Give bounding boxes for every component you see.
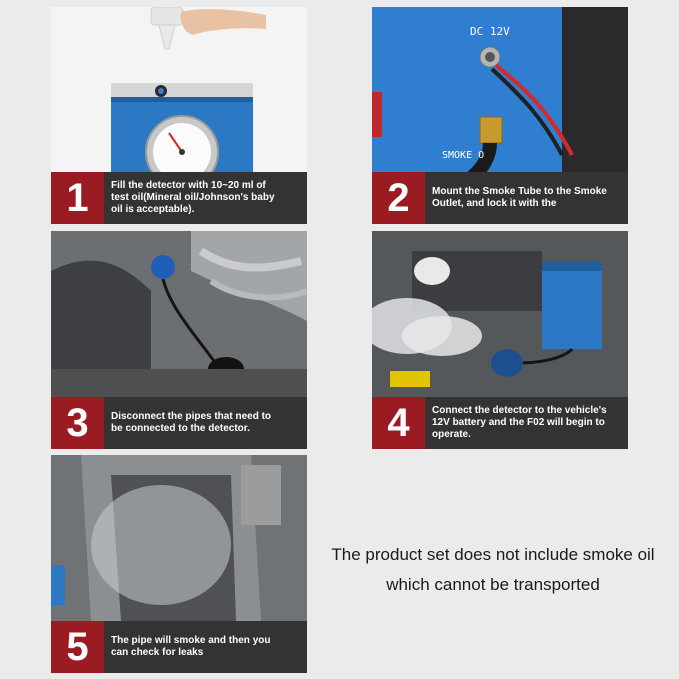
- step-5-photo: [51, 455, 307, 621]
- step-2-caption: [372, 172, 628, 224]
- dc-label: DC 12V: [470, 25, 510, 38]
- step-5-caption: [51, 621, 307, 673]
- step-2-text: Mount the Smoke Tube to the Smoke Outlet, and lock it with the: [432, 186, 607, 209]
- step-card-4: [372, 231, 628, 449]
- step-4-caption: [372, 397, 628, 449]
- step-4-text: Connect the detector to the vehicle's 12V battery and the F02 will begin to operate.: [432, 405, 607, 440]
- notice-line-1: The product set does not include smoke oil: [331, 545, 655, 564]
- notice-line-2: which cannot be transported: [386, 575, 600, 594]
- step-card-3: [51, 231, 307, 449]
- step-4-number: 4: [372, 397, 425, 449]
- step-card-2: [372, 7, 628, 224]
- step-1-number: 1: [51, 172, 104, 224]
- step-1-photo: [51, 7, 307, 177]
- smoke-outlet-label: SMOKE O: [442, 150, 485, 161]
- step-5-number: 5: [51, 621, 104, 673]
- step-1-caption: [51, 172, 307, 224]
- step-3-number: 3: [51, 397, 104, 449]
- step-2-number: 2: [372, 172, 425, 224]
- step-card-1: [51, 7, 307, 224]
- step-1-text: Fill the detector with 10~20 ml of test oil(Mineral oil/Johnson's baby oil is acceptable).: [111, 180, 275, 215]
- step-4-photo: [372, 231, 628, 397]
- step-3-photo: [51, 231, 307, 397]
- step-card-5: [51, 455, 307, 673]
- step-5-text: The pipe will smoke and then you can check for leaks: [111, 635, 271, 658]
- step-3-text: Disconnect the pipes that need to be connected to the detector.: [111, 411, 272, 434]
- step-3-caption: [51, 397, 307, 449]
